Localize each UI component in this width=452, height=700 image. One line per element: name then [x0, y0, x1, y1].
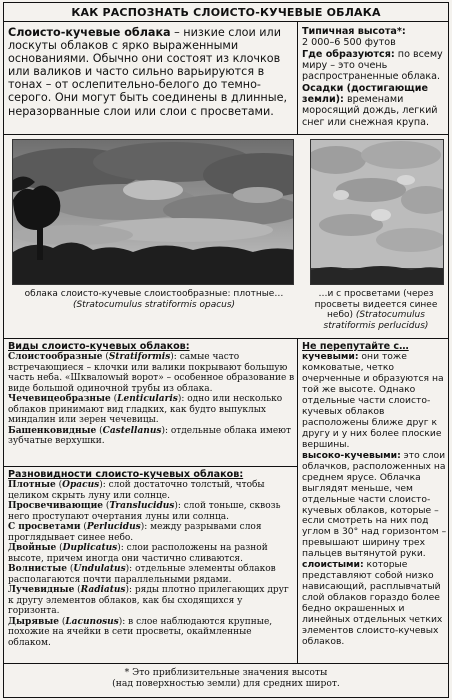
variety-name: С просветами: [8, 522, 81, 533]
variety-name: Дырявые: [8, 616, 59, 627]
variety-latin: Duplicatus: [62, 543, 118, 554]
caption-right: [304, 289, 448, 337]
species-heading: Виды слоисто-кучевых облаков:: [8, 341, 190, 352]
species-item: Слоистообразные (Stratiformis): самые часто встречающиеся – клочки или валики покрывают большую часть неба. «Шквалowый ворот» – особенное образование в виде большой одиночной трубы из облака.: [8, 352, 295, 394]
variety-name: Двойные: [8, 543, 57, 554]
species-text: : отдельные облака имеют зубчатые верхушки.: [8, 425, 291, 447]
divider-species: [4, 466, 297, 467]
variety-name: Просвечивающие: [8, 501, 103, 512]
footnote: [4, 667, 448, 695]
divider-footnote: [4, 663, 448, 664]
variety-text: : отдельные элементы облаков располагаются почти параллельными рядами.: [8, 564, 276, 585]
footnote-line-2: (над поверхностью земли) для средних широт.: [112, 678, 340, 690]
variety-text: : между разрывами слоя проглядывает синее небо.: [8, 522, 262, 543]
varieties-heading: Разновидности слоисто-кучевых облаков:: [8, 469, 244, 480]
confuse-name: слоистыми:: [302, 559, 364, 571]
photo-opacus: [12, 139, 294, 285]
divider-vertical-bottom: [297, 338, 298, 663]
species-latin: Castellanus: [102, 425, 162, 436]
intro-term: Слоисто-кучевые облака: [8, 26, 171, 39]
where-value: по всему миру – это очень распространенные облака.: [302, 48, 443, 83]
species-latin: Lenticularis: [117, 394, 178, 405]
confuse-text: они тоже комковатые, четко очерченные и образуются на той же высоте. Однако отдельные части слоисто-кучевых облаков расположены ближе друг к другу и у них более плоские вершины.: [302, 351, 444, 450]
variety-latin: Radiatus: [80, 585, 126, 596]
confuse-item: [302, 560, 447, 648]
variety-text: : ряды плотно прилегающих друг к другу элементов облаков, как бы сходящихся у горизонта.: [8, 585, 289, 617]
variety-latin: Undulatus: [73, 564, 126, 575]
variety-item: Дырявые (Lacunosus): в слое наблюдаются крупные, похожие на ячейки в сети просветы, окаймленные облаком.: [8, 616, 273, 648]
caption-left-text: облака слоисто-кучевые слоистообразные: плотные…: [24, 289, 284, 299]
species-section: [8, 341, 295, 465]
confuse-text: это слои облачков, расположенных на среднем ярусе. Облачка выглядят меньше, чем отдельные части слоисто-кучевых облаков, которые – если смотреть на них под углом в 30° над горизонтом – превышают ширину трех пальцев вытянутой руки.: [302, 449, 447, 560]
confuse-item: [302, 352, 447, 450]
species-name: Слоистообразные: [8, 352, 103, 363]
precip-label: Осадки (достигающие земли):: [302, 82, 428, 105]
intro-description: – низкие слои или лоскуты облаков с ярко выраженными основаниями. Обычно они состоят из клочков или валиков и часто сильно варьируются в тонах – от ослепительно-белого до темно-серого. Они могут быть соединены в длинные, неразорванные слои или слои с просветами.: [8, 26, 288, 118]
variety-item: Плотные (Opacus): слой достаточно толстый, чтобы целиком скрыть луну или солнце.: [8, 480, 265, 501]
caption-left-latin: (Stratocumulus stratiformis opacus): [72, 299, 236, 310]
species-name: Чечевицеобразные: [8, 394, 111, 405]
variety-item: Волнистые (Undulatus): отдельные элементы облаков располагаются почти параллельными рядами.: [8, 564, 276, 585]
footnote-line-1: * Это приблизительные значения высоты: [124, 667, 328, 678]
precip-value: временами моросящий дождь, легкий снег или снежная крупа.: [302, 93, 438, 128]
divider-vertical-top: [297, 22, 298, 134]
species-text: : самые часто встречающиеся – клочки или валики покрывают большую часть неба. «Шквалowый ворот» – особенное образование в виде большой одиночной трубы из облака.: [8, 352, 295, 394]
cloud-photo-illustration: [13, 140, 294, 285]
variety-latin: Lacunosus: [65, 616, 119, 627]
varieties-section: [8, 469, 295, 661]
height-value: 2 000–6 500 футов: [302, 37, 396, 49]
height-label: Типичная высота*:: [302, 26, 406, 37]
cloud-gaps-photo-illustration: [311, 140, 444, 285]
variety-text: : слои расположены на разной высоте, причем иногда они частично сливаются.: [8, 543, 268, 564]
confuse-section: [302, 341, 447, 662]
confuse-item: [302, 451, 447, 560]
caption-right-text: …и с просветами (через просветы видеется синее небо): [314, 289, 438, 321]
caption-left: [10, 289, 298, 317]
facts-sidebar: [302, 26, 447, 136]
variety-item: Просвечивающие (Translucidus): слой тоньше, сквозь него проступают очертания луны или солнца.: [8, 501, 281, 522]
divider-photos-top: [4, 134, 448, 135]
variety-latin: Translucidus: [109, 501, 175, 512]
species-name: Башенковидные: [8, 425, 97, 436]
species-item: Башенковидные (Castellanus): отдельные облака имеют зубчатые верхушки.: [8, 425, 291, 447]
variety-item: Двойные (Duplicatus): слои расположены на разной высоте, причем иногда они частично сливаются.: [8, 543, 268, 564]
page-frame: [3, 2, 449, 698]
variety-item: Лучевидные (Radiatus): ряды плотно прилегающих друг к другу элементов облаков, как бы сходящихся у горизонта.: [8, 585, 289, 617]
confuse-text: которые представляют собой низко нависающий, расплывчатый слой облаков гораздо более бедно окрашенных и линейных отдельных четких элементов слоисто-кучевых облаков.: [302, 559, 443, 647]
variety-text: : в слое наблюдаются крупные, похожие на ячейки в сети просветы, окаймленные облаком.: [8, 616, 273, 648]
photo-perlucidus: [310, 139, 444, 285]
confuse-name: высоко-кучевыми:: [302, 449, 401, 461]
species-latin: Stratiformis: [108, 352, 171, 363]
confuse-name: кучевыми:: [302, 351, 359, 363]
where-label: Где образуются:: [302, 48, 395, 60]
variety-item: С просветами (Perlucidus): между разрывами слоя проглядывает синее небо.: [8, 522, 262, 543]
variety-name: Плотные: [8, 480, 56, 491]
variety-name: Волнистые: [8, 564, 68, 575]
caption-right-latin: (Stratocumulus stratiformis perlucidus): [323, 310, 429, 331]
variety-latin: Perlucidus: [86, 522, 141, 533]
species-item: Чечевицеобразные (Lenticularis): одно или несколько облаков принимают вид гладких, как будто выпуклых миндалин или зерен чечевицы.: [8, 394, 283, 426]
variety-name: Лучевидные: [8, 585, 75, 596]
variety-text: : слой тоньше, сквозь него проступают очертания луны или солнца.: [8, 501, 281, 522]
confuse-heading: Не перепутайте с…: [302, 341, 409, 352]
divider-mid: [4, 338, 448, 339]
species-text: : одно или несколько облаков принимают вид гладких, как будто выпуклых миндалин или зерен чечевицы.: [8, 394, 283, 426]
variety-text: : слой достаточно толстый, чтобы целиком скрыть луну или солнце.: [8, 480, 265, 501]
page-title: КАК РАСПОЗНАТЬ СЛОИСТО-КУЧЕВЫЕ ОБЛАКА: [4, 3, 448, 22]
variety-latin: Opacus: [62, 480, 100, 491]
